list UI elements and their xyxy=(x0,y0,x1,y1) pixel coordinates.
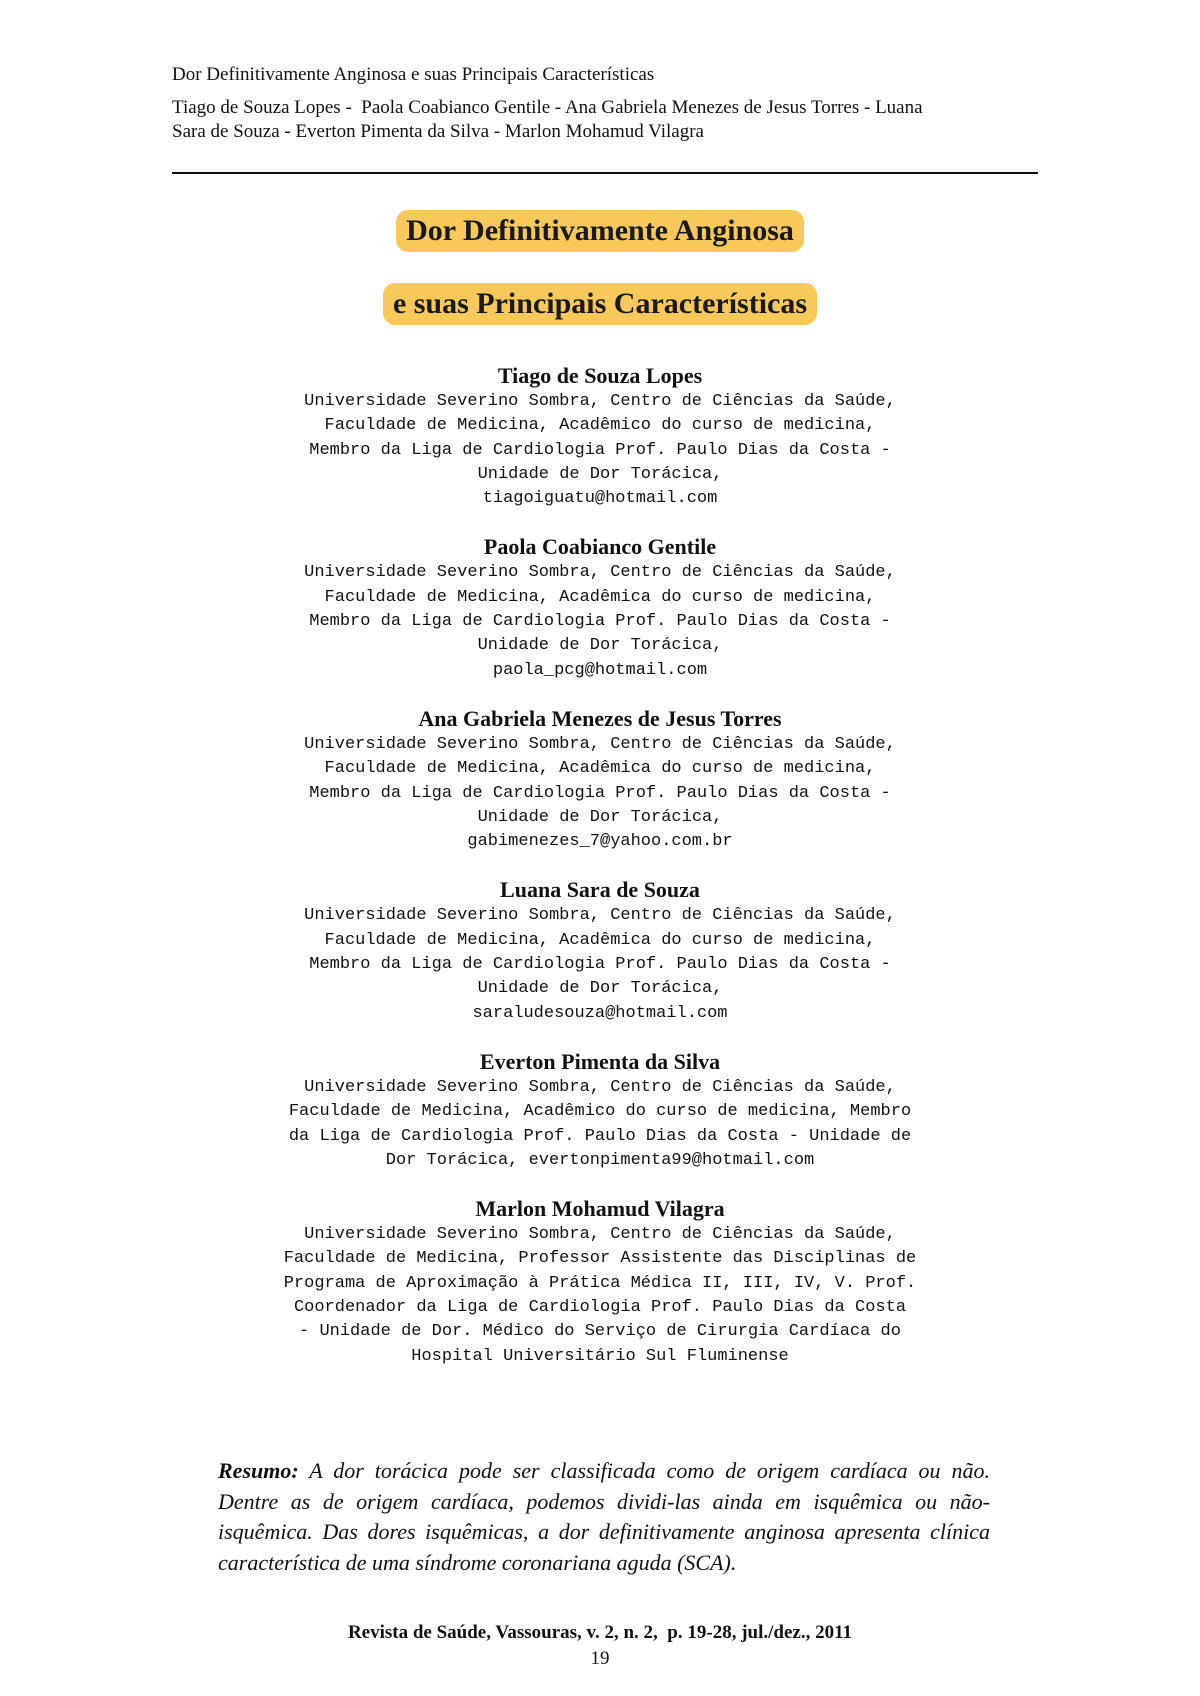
running-head-authors-line-1: Tiago de Souza Lopes - Paola Coabianco Gentile - Ana Gabriela Menezes de Jesus Torres - Luana xyxy=(172,97,923,118)
abstract-label: Resumo: xyxy=(218,1458,299,1483)
author-entry xyxy=(200,876,1000,1025)
author-name: Ana Gabriela Menezes de Jesus Torres xyxy=(418,705,782,731)
running-head-authors-line-2: Sara de Souza - Everton Pimenta da Silva - Marlon Mohamud Vilagra xyxy=(172,121,704,142)
author-entry xyxy=(200,362,1000,511)
author-name: Everton Pimenta da Silva xyxy=(479,1048,721,1074)
author-list xyxy=(200,362,1000,1391)
journal-citation: Revista de Saúde, Vassouras, v. 2, n. 2, p. 19-28, jul./dez., 2011 xyxy=(347,1622,853,1643)
author-name: Paola Coabianco Gentile xyxy=(483,534,717,560)
page-footer xyxy=(0,1620,1200,1672)
article-title xyxy=(0,210,1200,325)
title-line-1: Dor Definitivamente Anginosa xyxy=(396,210,804,252)
author-affiliation: Universidade Severino Sombra, Centro de Ciências da Saúde, Faculdade de Medicina, Professor Assistente das Disciplinas de Programa de Aproximação à Prática Médica II, III, IV, V. Prof. Coordenador da Liga de Cardiologia Prof. Paulo Dias da Costa - Unidade de Dor. Médico do Serviço de Cirurgia Cardíaca do Hospital Universitário Sul Fluminense xyxy=(283,1225,917,1366)
author-entry xyxy=(200,533,1000,682)
abstract xyxy=(218,1456,990,1578)
header-divider xyxy=(172,172,1038,174)
author-entry xyxy=(200,705,1000,854)
page-number: 19 xyxy=(590,1648,610,1669)
author-affiliation: Universidade Severino Sombra, Centro de Ciências da Saúde, Faculdade de Medicina, Acadêmica do curso de medicina, Membro da Liga de Cardiologia Prof. Paulo Dias da Costa - Unidade de Dor Torácica, saraludesouza@hotmail.com xyxy=(304,906,896,1023)
title-line-2: e suas Principais Características xyxy=(383,283,817,325)
author-affiliation: Universidade Severino Sombra, Centro de Ciências da Saúde, Faculdade de Medicina, Acadêmico do curso de medicina, Membro da Liga de Cardiologia Prof. Paulo Dias da Costa - Unidade de Dor Torácica, evertonpimenta99@hotmail.com xyxy=(288,1077,912,1170)
author-affiliation: Universidade Severino Sombra, Centro de Ciências da Saúde, Faculdade de Medicina, Acadêmica do curso de medicina, Membro da Liga de Cardiologia Prof. Paulo Dias da Costa - Unidade de Dor Torácica, paola_pcg@hotmail.com xyxy=(304,563,896,680)
author-entry xyxy=(200,1048,1000,1173)
running-head xyxy=(172,62,1038,144)
running-head-title: Dor Definitivamente Anginosa e suas Principais Características xyxy=(172,64,655,85)
author-name: Tiago de Souza Lopes xyxy=(497,363,703,388)
running-head-authors xyxy=(172,96,1038,144)
author-affiliation: Universidade Severino Sombra, Centro de Ciências da Saúde, Faculdade de Medicina, Acadêmica do curso de medicina, Membro da Liga de Cardiologia Prof. Paulo Dias da Costa - Unidade de Dor Torácica, gabimenezes_7@yahoo.com.br xyxy=(304,734,896,852)
author-affiliation: Universidade Severino Sombra, Centro de Ciências da Saúde, Faculdade de Medicina, Acadêmico do curso de medicina, Membro da Liga de Cardiologia Prof. Paulo Dias da Costa - Unidade de Dor Torácica, tiagoiguatu@hotmail.com xyxy=(304,392,896,509)
abstract-text: A dor torácica pode ser classificada como de origem cardíaca ou não. Dentre as de origem cardíaca, podemos dividi-las ainda em isquêmica ou não-isquêmica. Das dores isquêmicas, a dor definitivamente anginosa apresenta clínica característica de uma síndrome coronariana aguda (SCA). xyxy=(218,1458,990,1575)
author-name: Marlon Mohamud Vilagra xyxy=(475,1196,725,1222)
author-name: Luana Sara de Souza xyxy=(500,877,700,903)
author-entry xyxy=(200,1195,1000,1369)
